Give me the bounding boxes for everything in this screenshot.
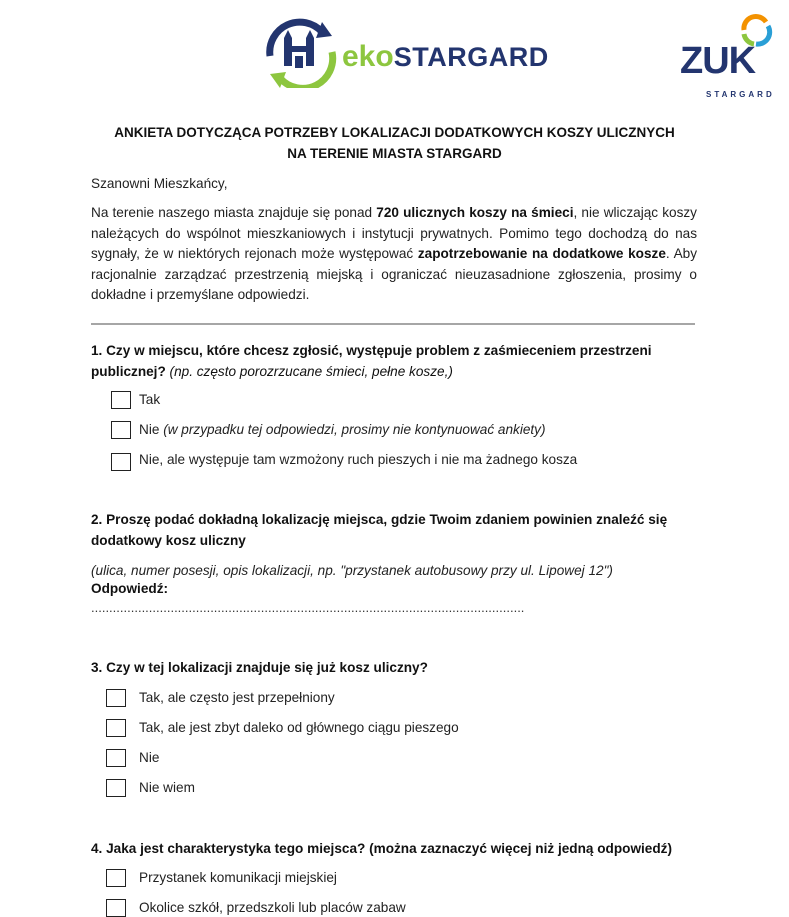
question-2: 2. Proszę podać dokładną lokalizację miejsca, gdzie Twoim zdaniem powinien znaleźć się dodatkowy kosz uliczny <box>91 512 668 548</box>
q1-option-1-checkbox[interactable] <box>111 391 131 409</box>
intro-bold-2: zapotrzebowanie na dodatkowe kosze <box>417 246 666 261</box>
ekostargard-wordmark <box>342 40 549 74</box>
q1-option-3-checkbox[interactable] <box>111 453 131 471</box>
q3-option-2-checkbox[interactable] <box>106 719 126 737</box>
answer-line[interactable]: ........................................................................................................................ <box>91 600 525 615</box>
logo-stargard-text: STARGARD <box>393 42 549 72</box>
document-title-line1: ANKIETA DOTYCZĄCA POTRZEBY LOKALIZACJI DODATKOWYCH KOSZY ULICZNYCH <box>114 125 675 140</box>
q3-option-3-checkbox[interactable] <box>106 749 126 767</box>
q1-option-3-label: Nie, ale występuje tam wzmożony ruch pieszych i nie ma żadnego kosza <box>139 452 578 467</box>
question-3: 3. Czy w tej lokalizacji znajduje się już kosz uliczny? <box>91 660 428 675</box>
intro-text-3: . Aby racjonalnie zarządzać przestrzenią miejską i ograniczać nieuzasadnione zgłoszenia, prosimy o dokładne i przemyślane odpowiedzi. <box>91 246 697 302</box>
intro-text-2: , nie wliczając koszy należących do wspólnot mieszkaniowych i instytucji prywatnych. Pomimo tego dochodzą do nas sygnały, że w niektórych rejonach może występować <box>91 205 697 261</box>
q3-option-1-label: Tak, ale często jest przepełniony <box>139 690 335 705</box>
intro-bold-1: 720 ulicznych koszy na śmieci <box>376 205 574 220</box>
q4-option-2-label: Okolice szkół, przedszkoli lub placów zabaw <box>139 900 406 915</box>
section-divider <box>91 323 695 325</box>
q1-option-1-label: Tak <box>139 392 161 407</box>
document-title-line2: NA TERENIE MIASTA STARGARD <box>287 146 502 161</box>
q1-option-2-checkbox[interactable] <box>111 421 131 439</box>
question-1 <box>91 341 701 382</box>
zuk-logo <box>676 12 776 99</box>
q4-option-1-label: Przystanek komunikacji miejskiej <box>139 870 337 885</box>
ekostargard-logo <box>262 18 549 88</box>
q1-option-2-text: Nie <box>139 422 164 437</box>
intro-paragraph <box>91 203 697 306</box>
q3-option-2-label: Tak, ale jest zbyt daleko od głównego ciągu pieszego <box>139 720 459 735</box>
intro-text-1: Na terenie naszego miasta znajduje się ponad <box>91 205 377 220</box>
ekostargard-emblem-icon <box>262 18 340 88</box>
q3-option-4-checkbox[interactable] <box>106 779 126 797</box>
answer-label: Odpowiedź: <box>91 581 169 596</box>
question-4: 4. Jaka jest charakterystyka tego miejsca? (można zaznaczyć więcej niż jedną odpowiedź) <box>91 841 672 856</box>
logo-zuk-subtitle: STARGARD <box>706 90 775 99</box>
question-1-text: 1. Czy w miejscu, które chcesz zgłosić, występuje problem z zaśmieceniem przestrzeni publicznej? <box>91 343 652 379</box>
q1-option-2-note: (w przypadku tej odpowiedzi, prosimy nie kontynuować ankiety) <box>163 422 546 437</box>
logo-zuk-text: ZUK <box>680 40 756 82</box>
q3-option-1-checkbox[interactable] <box>106 689 126 707</box>
greeting: Szanowni Mieszkańcy, <box>91 176 228 191</box>
q4-option-2-checkbox[interactable] <box>106 899 126 917</box>
q3-option-3-label: Nie <box>139 750 160 765</box>
question-1-hint: (np. często porozrzucane śmieci, pełne kosze,) <box>165 363 453 379</box>
q4-option-1-checkbox[interactable] <box>106 869 126 887</box>
q3-option-4-label: Nie wiem <box>139 780 195 795</box>
q1-option-2-label <box>139 422 546 437</box>
logo-eko-text: eko <box>342 40 394 73</box>
question-2-hint: (ulica, numer posesji, opis lokalizacji, np. "przystanek autobusowy przy ul. Lipowej 12") <box>91 563 613 578</box>
